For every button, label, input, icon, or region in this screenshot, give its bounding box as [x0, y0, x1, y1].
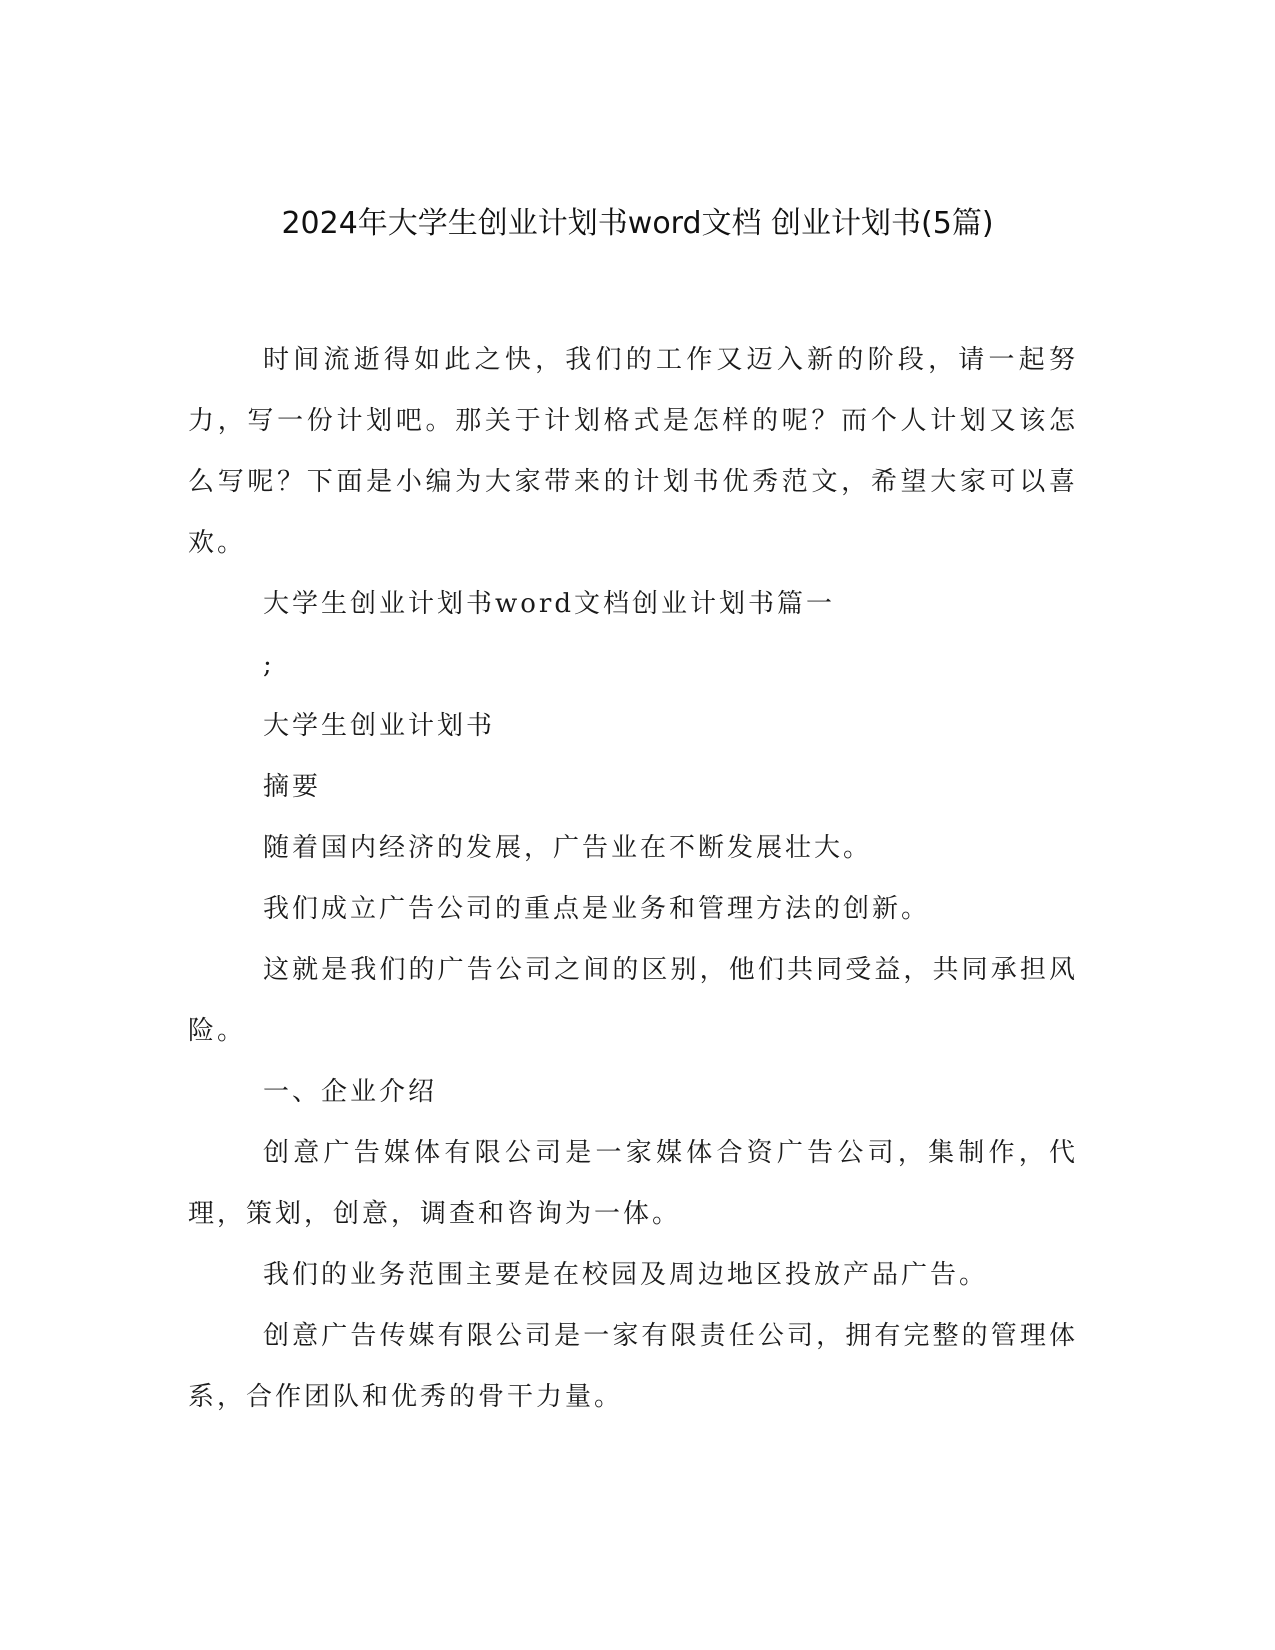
abstract-paragraph-2: 我们成立广告公司的重点是业务和管理方法的创新。 — [263, 894, 931, 924]
document-title: 2024年大学生创业计划书word文档 创业计划书(5篇) — [281, 206, 994, 241]
semicolon-line: ; — [263, 650, 275, 680]
abstract-paragraph-3: 这就是我们的广告公司之间的区别，他们共同受益，共同承担风险。 — [188, 955, 1078, 1046]
subtitle-plan: 大学生创业计划书 — [263, 711, 496, 741]
company-paragraph-2: 我们的业务范围主要是在校园及周边地区投放产品广告。 — [263, 1260, 989, 1290]
abstract-paragraph-1: 随着国内经济的发展，广告业在不断发展壮大。 — [263, 833, 873, 863]
section-heading-part-one: 大学生创业计划书word文档创业计划书篇一 — [263, 589, 835, 619]
section-heading-company-intro: 一、企业介绍 — [263, 1077, 438, 1107]
company-paragraph-1: 创意广告媒体有限公司是一家媒体合资广告公司，集制作，代理，策划，创意，调查和咨询为一体。 — [188, 1138, 1078, 1229]
abstract-heading: 摘要 — [263, 772, 322, 802]
company-paragraph-3: 创意广告传媒有限公司是一家有限责任公司，拥有完整的管理体系，合作团队和优秀的骨干力量。 — [188, 1321, 1078, 1412]
document-body — [188, 330, 1078, 1428]
intro-paragraph: 时间流逝得如此之快，我们的工作又迈入新的阶段，请一起努力，写一份计划吧。那关于计划格式是怎样的呢？而个人计划又该怎么写呢？下面是小编为大家带来的计划书优秀范文，希望大家可以喜欢。 — [188, 345, 1078, 558]
